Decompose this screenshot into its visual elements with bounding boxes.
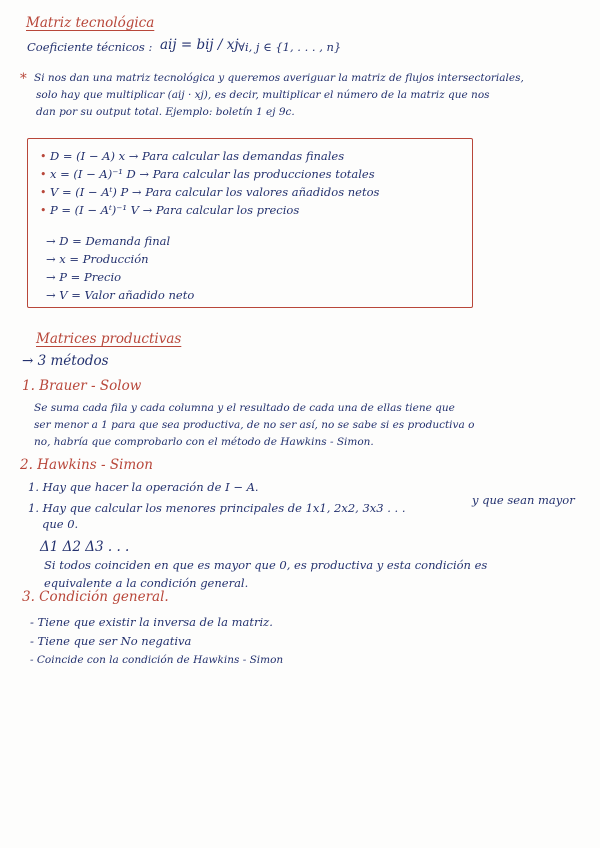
coefficient-label: Coeficiente técnicos : [27,40,153,54]
coefficient-domain: ∀i, j ∈ {1, . . . , n} [238,40,342,54]
method-3-item: - Tiene que existir la inversa de la matriz. [30,615,273,629]
note-line-1: Si nos dan una matriz tecnológica y queremos averiguar la matriz de flujos intersectoriales, [34,72,524,84]
bullet-dot: • [40,204,47,217]
page-title: Matriz tecnológica [26,15,155,31]
method-1-heading: 1. Brauer - Solow [22,378,142,394]
method-3-item: - Coincide con la condición de Hawkins - Simon [30,654,284,666]
bullet-dot: • [40,168,47,181]
coefficient-formula: aij = bij / xj [160,37,239,53]
method-1-line: Se suma cada fila y cada columna y el resultado de cada una de ellas tiene que [34,402,455,414]
bullet-dot: • [40,150,47,163]
method-2-line: equivalente a la condición general. [44,576,249,590]
method-2-step-end: que 0. [42,517,79,531]
legend-item: → P = Precio [46,270,122,284]
note-line-3: dan por su output total. Ejemplo: boletín 1 ej 9c. [36,106,295,118]
method-1-line: no, habría que comprobarlo con el método de Hawkins - Simon. [34,436,374,448]
formula-demand: D = (I − A) x → Para calcular las demandas finales [50,149,345,163]
note-line-2: solo hay que multiplicar (aij · xj), es decir, multiplicar el número de la matriz que nos [36,89,490,101]
legend-item: → V = Valor añadido neto [46,288,195,302]
note-star: * [20,71,27,87]
legend-item: → x = Producción [46,252,149,266]
method-2-step: 1. Hay que calcular los menores principales de 1x1, 2x2, 3x3 . . . [28,501,406,515]
method-2-line: Si todos coinciden en que es mayor que 0, es productiva y esta condición es [44,558,488,572]
method-1-line: ser menor a 1 para que sea productiva, de no ser así, no se sabe si es productiva o [34,419,475,431]
formula-prices: P = (I − Aᵗ)⁻¹ V → Para calcular los precios [50,203,300,217]
formula-value-added: V = (I − Aᵗ) P → Para calcular los valores añadidos netos [50,185,380,199]
method-3-heading: 3. Condición general. [22,589,169,605]
section-title: Matrices productivas [36,331,182,347]
methods-count: → 3 métodos [22,353,109,369]
bullet-dot: • [40,186,47,199]
method-3-item: - Tiene que ser No negativa [30,634,192,648]
formula-production: x = (I − A)⁻¹ D → Para calcular las producciones totales [50,167,375,181]
method-2-step-cont: y que sean mayor [472,493,575,507]
method-2-step: 1. Hay que hacer la operación de I − A. [28,480,259,494]
legend-item: → D = Demanda final [46,234,171,248]
principal-minors: Δ1 Δ2 Δ3 . . . [40,539,130,555]
method-2-heading: 2. Hawkins - Simon [20,457,154,473]
